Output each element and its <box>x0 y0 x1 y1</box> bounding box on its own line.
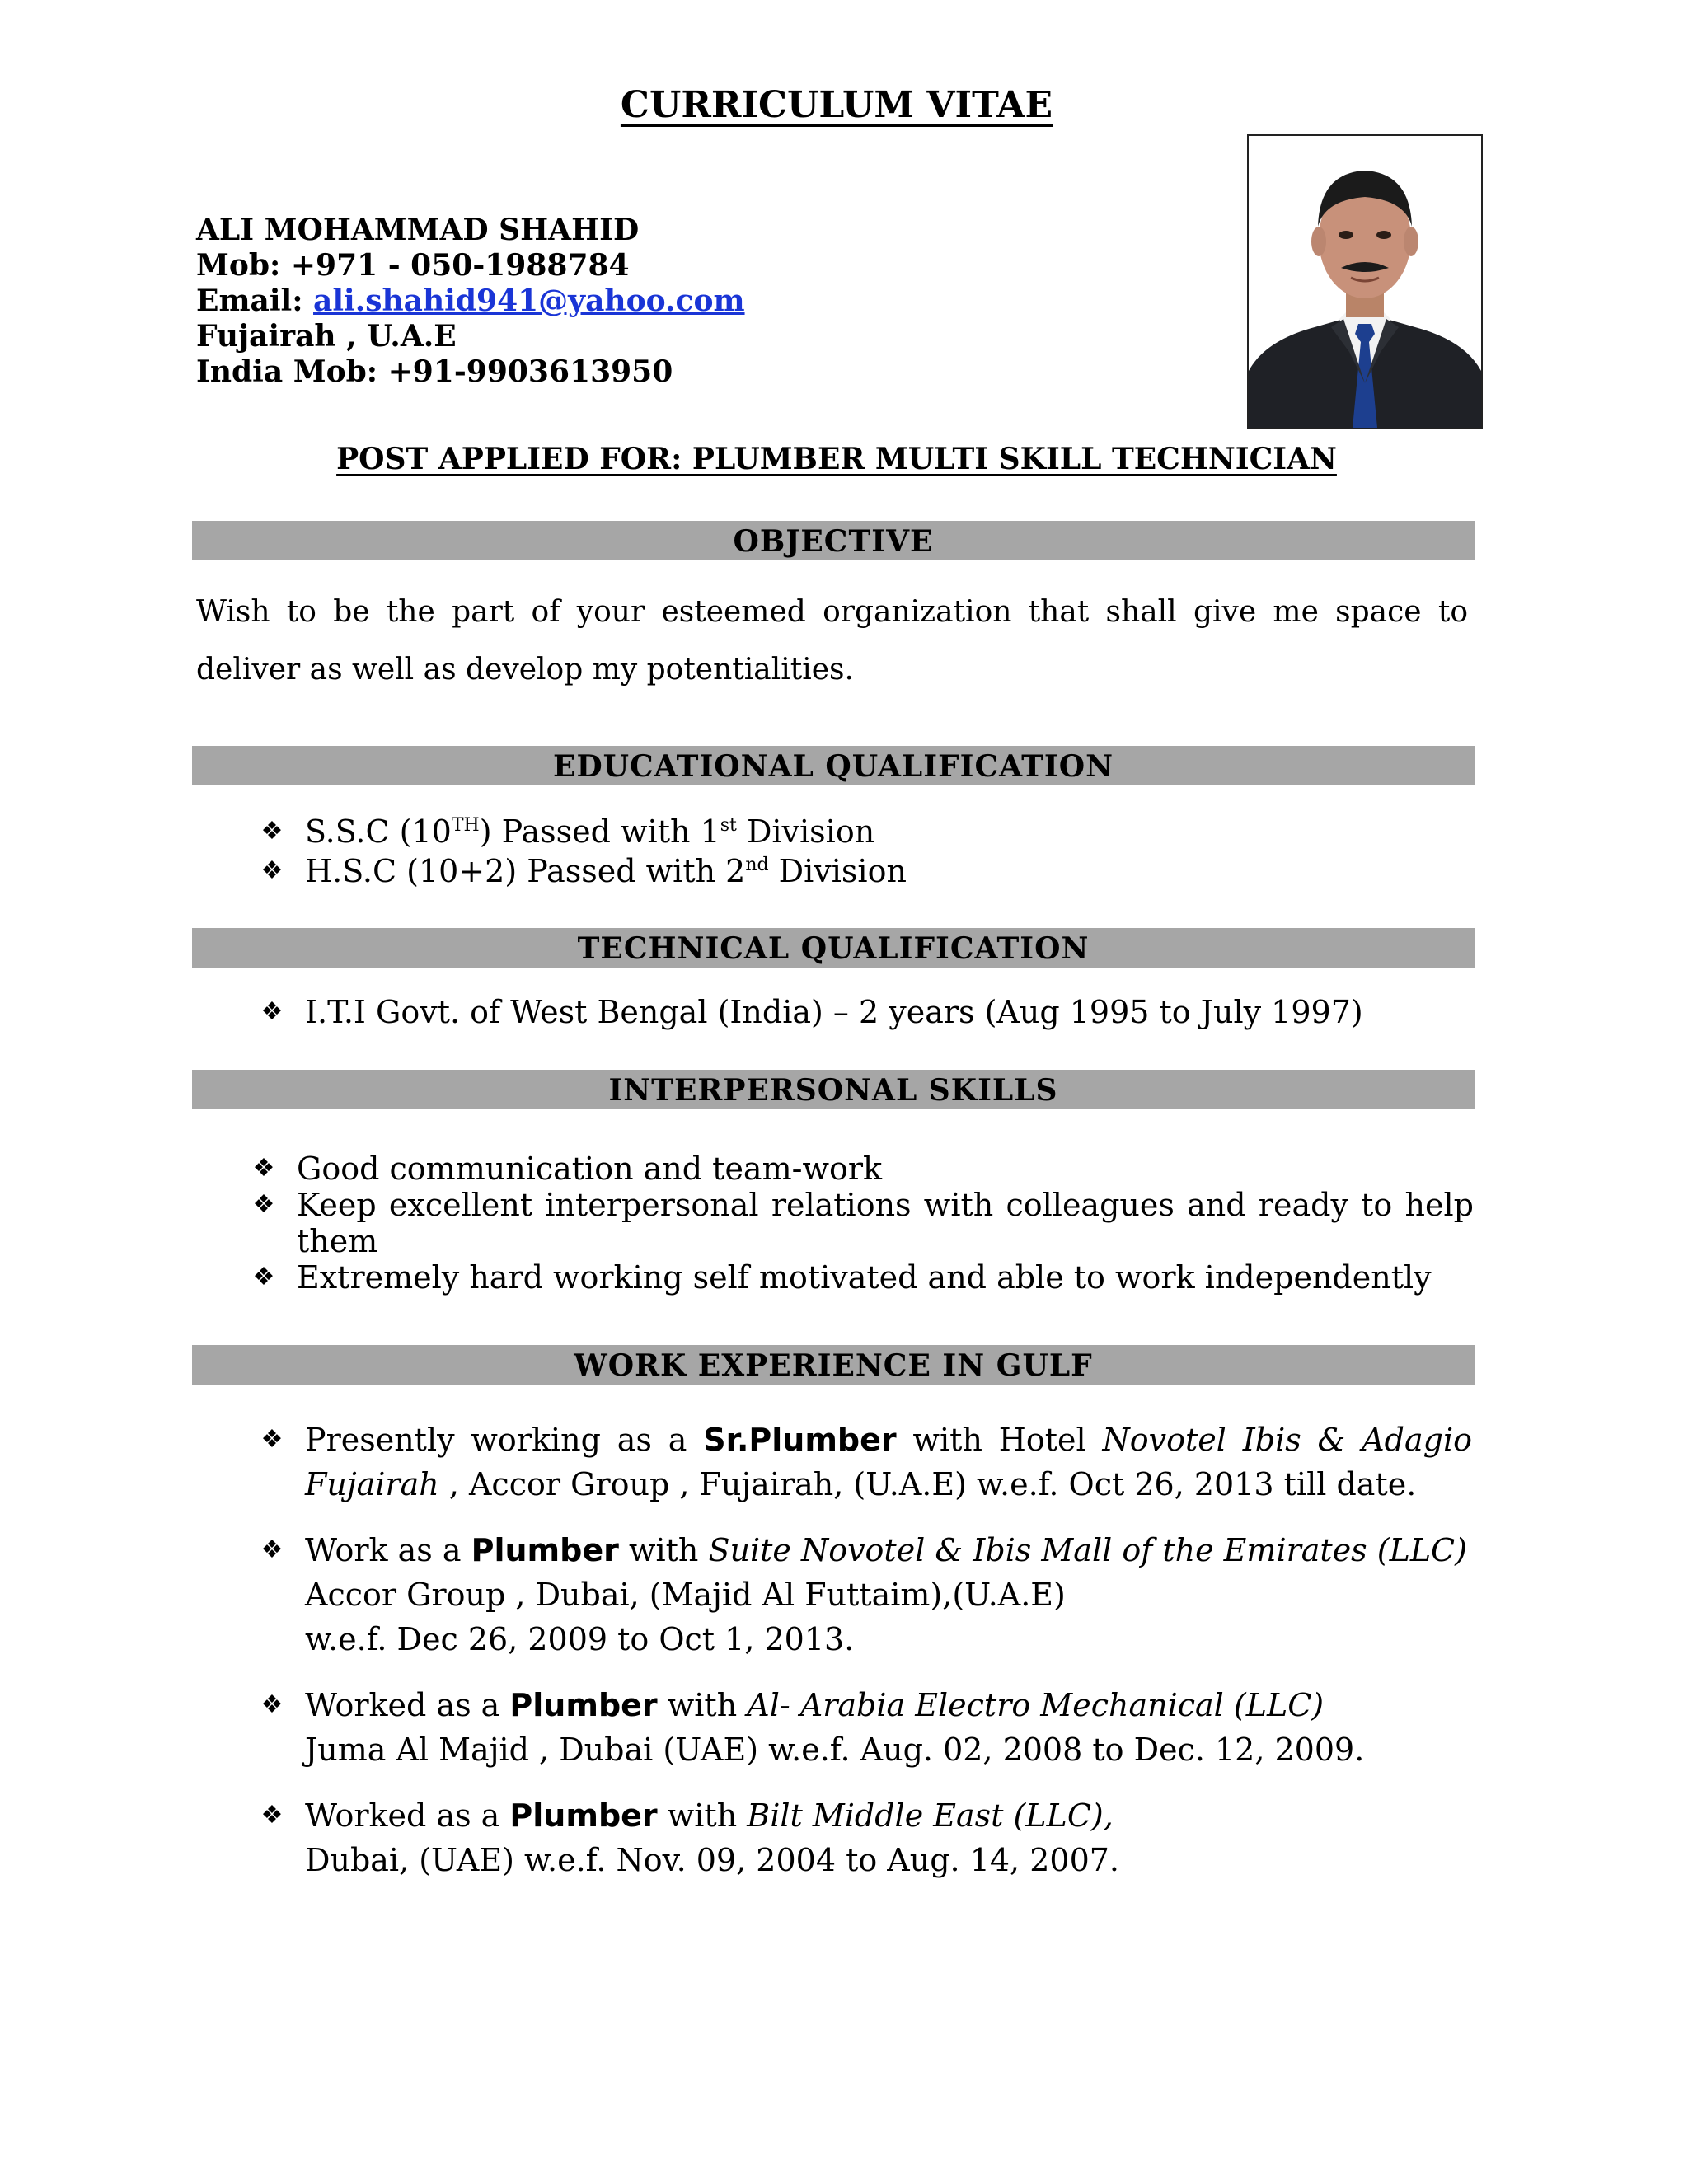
list-item <box>256 1528 1472 1661</box>
location: Fujairah , U.A.E <box>196 319 457 354</box>
work-text: w.e.f. Dec 26, 2009 to Oct 1, 2013. <box>305 1621 855 1657</box>
list-item <box>256 812 1467 851</box>
company-name: Novotel Ibis & Adagio Fujairah <box>305 1422 1472 1502</box>
education-text: Division <box>736 813 875 850</box>
list-item <box>247 1259 1474 1296</box>
bullet-icon: ❖ <box>260 1690 284 1719</box>
applicant-name: ALI MOHAMMAD SHAHID <box>196 213 640 247</box>
contact-block <box>196 213 745 390</box>
objective-text: Wish to be the part of your esteemed organization that shall give me space to deliver as well as develop my potentialities. <box>196 595 1468 687</box>
technical-text: I.T.I Govt. of West Bengal (India) – 2 years (Aug 1995 to July 1997) <box>305 994 1363 1030</box>
skill-text: Keep excellent interpersonal relations with colleagues and ready to help them <box>297 1187 1474 1259</box>
work-text: Worked as a <box>305 1687 510 1723</box>
interpersonal-heading: INTERPERSONAL SKILLS <box>192 1070 1475 1109</box>
bullet-icon: ❖ <box>260 997 284 1026</box>
list-item <box>256 1418 1472 1507</box>
work-text: Accor Group , Dubai, (Majid Al Futtaim),(U.A.E) <box>305 1577 1066 1613</box>
list-item <box>256 992 1467 1032</box>
work-text: with Hotel <box>896 1422 1103 1458</box>
technical-heading: TECHNICAL QUALIFICATION <box>192 928 1475 968</box>
education-text: H.S.C (10+2) Passed with 2 <box>305 853 746 889</box>
work-heading: WORK EXPERIENCE IN GULF <box>192 1345 1475 1385</box>
bullet-icon: ❖ <box>260 817 284 846</box>
superscript: st <box>720 815 737 836</box>
bullet-icon: ❖ <box>260 1425 284 1454</box>
job-role: Plumber <box>509 1687 658 1723</box>
work-text: Juma Al Majid , Dubai (UAE) w.e.f. Aug. 02, 2008 to Dec. 12, 2009. <box>305 1732 1365 1768</box>
education-text: Division <box>768 853 907 889</box>
company-name: Al- Arabia Electro Mechanical (LLC) <box>747 1687 1325 1723</box>
superscript: nd <box>745 855 769 875</box>
technical-list <box>256 992 1467 1032</box>
company-name: Suite Novotel & Ibis Mall of the Emirates (LLC) <box>708 1532 1467 1568</box>
work-text: , Accor Group , Fujairah, (U.A.E) w.e.f. Oct 26, 2013 till date. <box>438 1466 1417 1502</box>
work-text: with <box>657 1797 748 1834</box>
bullet-icon: ❖ <box>260 856 284 885</box>
work-text: with <box>618 1532 709 1568</box>
document-title: CURRICULUM VITAE <box>620 84 1053 126</box>
work-text: Presently working as a <box>305 1422 704 1458</box>
education-text: S.S.C (10 <box>305 813 452 850</box>
education-list <box>256 812 1467 891</box>
job-role: Plumber <box>471 1532 619 1568</box>
list-item <box>256 1683 1472 1772</box>
job-role: Plumber <box>509 1797 658 1834</box>
bullet-icon: ❖ <box>260 1535 284 1564</box>
mobile-number: Mob: +971 - 050-1988784 <box>196 248 630 283</box>
email-line <box>196 284 745 319</box>
list-item <box>247 1151 1474 1187</box>
company-name: Bilt Middle East (LLC), <box>747 1797 1114 1834</box>
superscript: TH <box>451 815 480 836</box>
post-applied-for: POST APPLIED FOR: PLUMBER MULTI SKILL TECHNICIAN <box>336 442 1337 476</box>
education-text: ) Passed with 1 <box>479 813 720 850</box>
work-text: Dubai, (UAE) w.e.f. Nov. 09, 2004 to Aug. 14, 2007. <box>305 1842 1119 1878</box>
bullet-icon: ❖ <box>252 1154 275 1183</box>
skill-text: Good communication and team-work <box>297 1151 883 1187</box>
work-list <box>256 1418 1472 1904</box>
objective-heading: OBJECTIVE <box>192 521 1475 560</box>
skill-text: Extremely hard working self motivated and able to work independently <box>297 1259 1432 1296</box>
profile-photo-illustration <box>1249 136 1481 428</box>
profile-photo <box>1247 134 1483 429</box>
bullet-icon: ❖ <box>260 1801 284 1830</box>
work-text: with <box>657 1687 748 1723</box>
bullet-icon: ❖ <box>252 1190 275 1219</box>
work-text: Work as a <box>305 1532 471 1568</box>
india-mobile-number: India Mob: +91-9903613950 <box>196 354 673 389</box>
list-item <box>247 1187 1474 1259</box>
email-label: Email: <box>196 284 314 318</box>
education-heading: EDUCATIONAL QUALIFICATION <box>192 746 1475 785</box>
interpersonal-list <box>247 1151 1474 1296</box>
list-item <box>256 1793 1472 1882</box>
bullet-icon: ❖ <box>252 1263 275 1291</box>
list-item <box>256 851 1467 891</box>
email-link[interactable]: ali.shahid941@yahoo.com <box>313 284 745 318</box>
job-role: Sr.Plumber <box>703 1422 897 1458</box>
work-text: Worked as a <box>305 1797 510 1834</box>
